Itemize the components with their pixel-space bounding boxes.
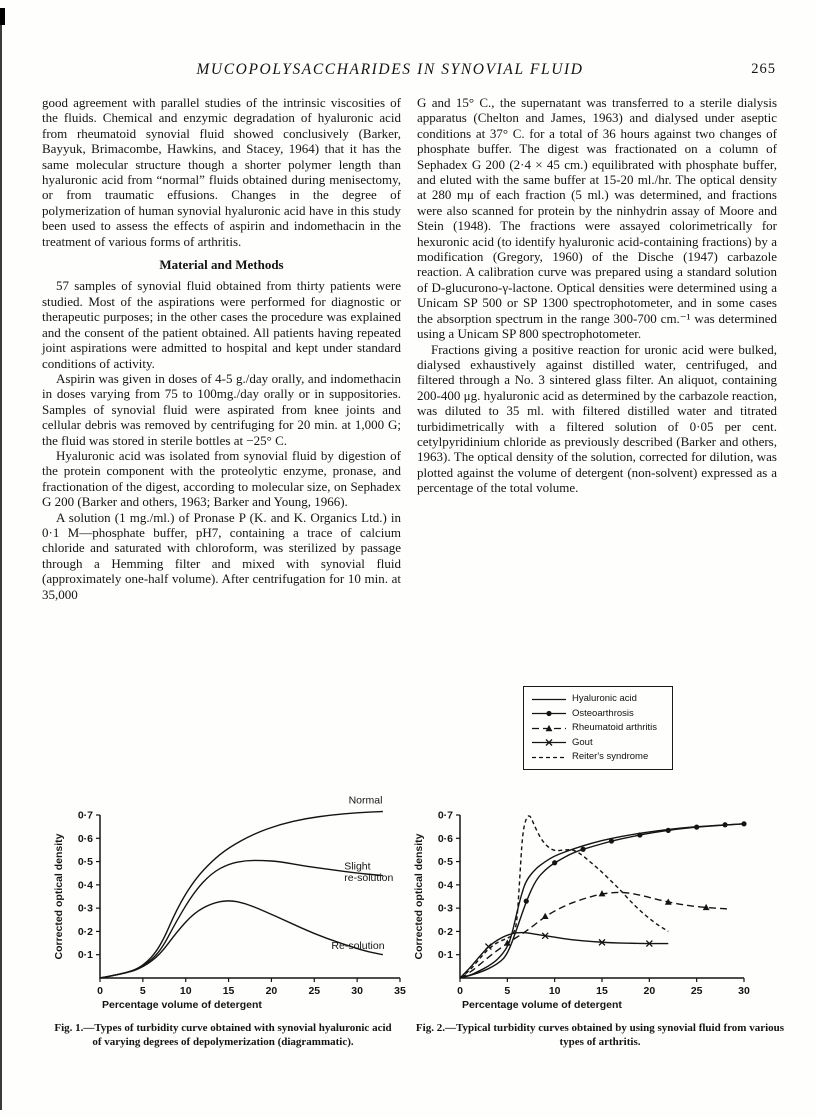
chart-legend (523, 686, 673, 770)
svg-text:Corrected optical density: Corrected optical density (53, 833, 65, 960)
curve-label: Slight (344, 860, 371, 873)
legend-sample-none-fine-dashed (531, 752, 567, 763)
svg-text:5: 5 (139, 985, 146, 997)
scan-edge-artifact-blob (0, 8, 5, 25)
legend-label: Gout (572, 736, 593, 748)
svg-text:0·7: 0·7 (437, 809, 453, 822)
left-column (42, 95, 401, 602)
paragraph: good agreement with parallel studies of the intrinsic viscosities of the fluids. Chemical and enzymic degradation of hyaluronic acid from rheumatoid synovial fluid showed conclusively (Barker, Bayyuk, Brimacombe, Hawkins, and Stacey, 1964) that it has the same molecular structure though a shorter polymer length than hyaluronic acid from “normal” fluids obtained during menisectomy, or from traumatic effusions. Changes in the degree of polymerization of human synovial hyaluronic acid have in this study been used to assess the effects of aspirin and indomethacin in the treatment of various forms of arthritis. (42, 95, 401, 249)
figure-1-chart (38, 780, 420, 1025)
legend-item (531, 693, 665, 705)
svg-text:0·4: 0·4 (437, 879, 453, 892)
legend-sample-x-solid (531, 737, 567, 748)
svg-text:0·1: 0·1 (77, 949, 93, 962)
svg-text:Percentage volume of detergent: Percentage volume of detergent (462, 999, 622, 1011)
svg-text:10: 10 (179, 985, 192, 997)
legend-label: Osteoarthrosis (572, 707, 634, 719)
figure-1-caption: Fig. 1.—Types of turbidity curve obtained with synovial hyaluronic acid of varying degrees of depolymerization (diagrammatic). (54, 1022, 392, 1048)
svg-text:0·6: 0·6 (77, 832, 93, 845)
curve-label: Normal (348, 794, 383, 807)
paragraph: A solution (1 mg./ml.) of Pronase P (K. and K. Organics Ltd.) in 0·1 M—phosphate buffer, pH7, containing a trace of calcium chloride and saturated with chloroform, was sterilized by passage through a Hemming filter and mixed with synovial fluid (approximately one-half volume). After centrifugation for 10 min. at 35,000 (42, 509, 401, 602)
legend-item (531, 708, 665, 720)
svg-text:20: 20 (265, 985, 278, 997)
svg-text:0: 0 (97, 985, 103, 997)
legend-sample-dot-solid (531, 708, 567, 719)
legend-item (531, 722, 665, 734)
legend-item (531, 737, 665, 749)
curve-label: re-solution (344, 872, 394, 885)
svg-text:Corrected optical density: Corrected optical density (413, 833, 425, 960)
svg-text:0·4: 0·4 (77, 879, 93, 892)
legend-label: Reiter's syndrome (572, 751, 649, 762)
scan-edge-artifact (0, 10, 2, 1110)
section-heading: Material and Methods (159, 257, 284, 273)
paragraph: 57 samples of synovial fluid obtained from thirty patients were studied. Most of the aspirations were performed for diagnostic or therapeutic purposes; in the other cases the procedure was explained and the consent of the patient obtained. All patients having repeated joint aspirations were admitted to hospital and kept under standard conditions of activity. (42, 278, 401, 371)
svg-text:0·6: 0·6 (437, 832, 453, 845)
legend-sample-none-solid (531, 694, 567, 705)
svg-text:0·2: 0·2 (77, 925, 93, 938)
paragraph: G and 15° C., the supernatant was transferred to a sterile dialysis apparatus (Chelton and James, 1963) and dialysed under aseptic conditions at 37° C. for a total of 36 hours against two changes of phosphate buffer. The digest was fractionated on a column of Sephadex G 200 (2·4 × 45 cm.) equilibrated with phosphate buffer, and eluted with the same buffer at 15-20 ml./hr. The optical density at 280 mμ of each fraction (5 ml.) was determined, and fractions were also scanned for protein by the ninhydrin assay of Moore and Stein (1948). The fractions were assayed colorimetrically for hexuronic acid (to identify hyaluronic acid-containing fractions) by a modification (Gregory, 1960) of the Dische (1947) carbazole reaction. A calibration curve was prepared using a standard solution of D-glucurono-γ-lactone. Optical densities were determined using a Unicam SP 500 or SP 1300 spectrophotometer, and in some cases the absorption spectrum in the range 300-700 cm.⁻¹ was determined using a Unicam SP 800 spectrophotometer. (417, 95, 777, 342)
svg-text:35: 35 (394, 985, 406, 997)
svg-text:Percentage volume of detergent: Percentage volume of detergent (102, 999, 262, 1011)
legend-label: Hyaluronic acid (572, 693, 637, 704)
svg-text:0·1: 0·1 (437, 949, 453, 962)
legend-label: Rheumatoid arthritis (572, 722, 658, 733)
svg-text:0·2: 0·2 (437, 925, 453, 938)
legend-item (531, 751, 665, 763)
svg-text:30: 30 (351, 985, 363, 997)
curve-label: Re-solution (331, 939, 385, 952)
svg-text:0·7: 0·7 (77, 809, 93, 822)
legend-sample-triangle-dashed (531, 723, 567, 734)
paragraph: Hyaluronic acid was isolated from synovial fluid by digestion of the protein component with the proteolytic enzyme, pronase, and fractionation of the digest, according to molecular size, on Sephadex G 200 (Barker and others, 1963; Barker and Young, 1966). (42, 447, 401, 510)
right-column (417, 95, 777, 496)
svg-text:5: 5 (504, 985, 511, 997)
svg-text:0·3: 0·3 (437, 902, 453, 915)
svg-text:15: 15 (596, 985, 608, 997)
paragraph: Fractions giving a positive reaction for uronic acid were bulked, dialysed exhaustively against distilled water, centrifuged, and filtered through a No. 3 sintered glass filter. An aliquot, containing 200-400 μg. hyaluronic acid as determined by the carbazole reaction, was diluted to 35 ml. with filtered distilled water and titrated turbidimetrically with a filtered solution of 0·05 per cent. cetylpyridinium chloride as previously described (Barker and others, 1963). The optical density of the solution, corrected for dilution, was plotted against the volume of detergent (non-solvent) expressed as a percentage of the total volume. (417, 341, 777, 496)
page-number: 265 (751, 61, 776, 77)
svg-text:10: 10 (548, 985, 561, 997)
page-title: MUCOPOLYSACCHARIDES IN SYNOVIAL FLUID (196, 61, 584, 78)
svg-text:25: 25 (690, 985, 703, 997)
svg-text:0·5: 0·5 (437, 856, 453, 869)
figure-2-caption: Fig. 2.—Typical turbidity curves obtained by using synovial fluid from various types of arthritis. (415, 1022, 785, 1048)
paragraph: Aspirin was given in doses of 4-5 g./day orally, and indomethacin in doses varying from 75 to 100mg./day orally or in suppositories. Samples of synovial fluid were aspirated from knee joints and cellular debris was removed by centrifuging for 20 min. at 1,000 G; the fluid was stored in sterile bottles at −25° C. (42, 370, 401, 448)
figure-2-chart (412, 780, 792, 1025)
svg-text:20: 20 (643, 985, 656, 997)
svg-text:0: 0 (457, 985, 463, 997)
svg-text:25: 25 (308, 985, 321, 997)
svg-text:0·3: 0·3 (77, 902, 93, 915)
svg-text:30: 30 (738, 985, 750, 997)
svg-text:15: 15 (222, 985, 235, 997)
svg-text:0·5: 0·5 (77, 856, 93, 869)
